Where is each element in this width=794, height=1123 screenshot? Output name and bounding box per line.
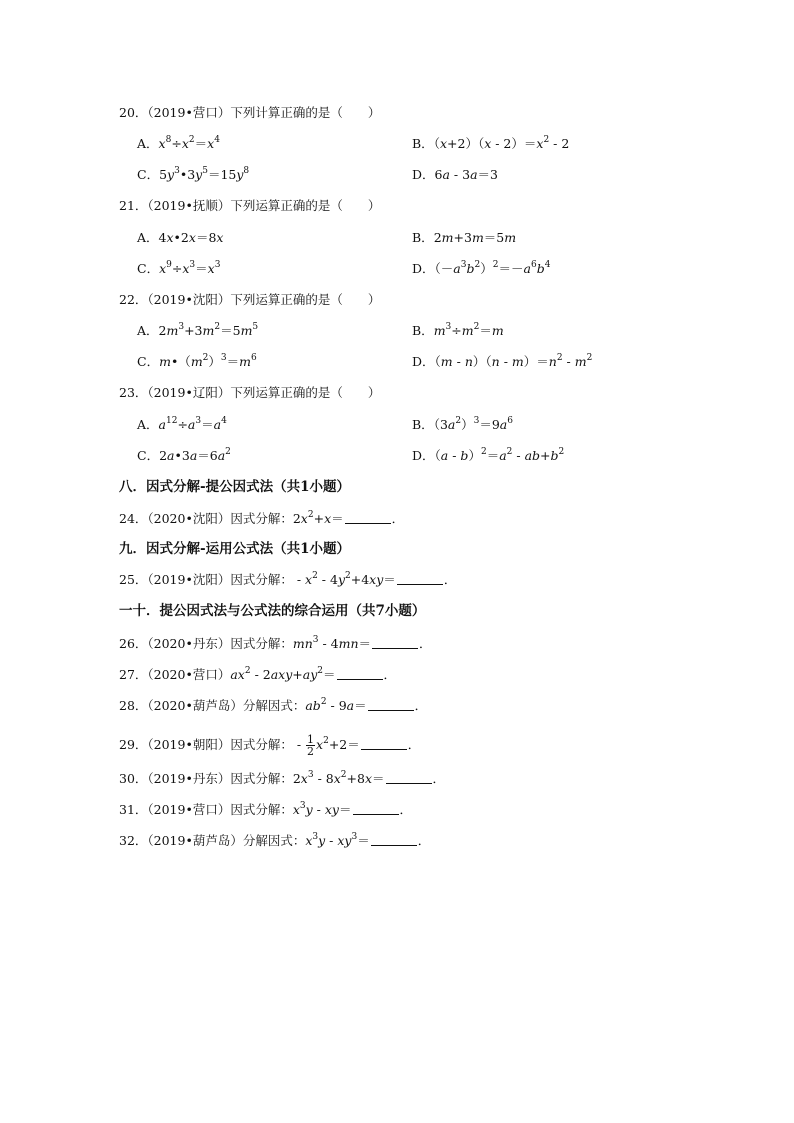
answer-blank[interactable] xyxy=(397,572,443,585)
answer-blank[interactable] xyxy=(353,802,399,815)
option-expression: $m^3\div m^2=m$ xyxy=(433,322,504,338)
question-28-prefix: 28．（2020•葫芦岛）分解因式： xyxy=(119,698,306,713)
question-30-prefix: 30．（2019•丹东）因式分解： xyxy=(119,771,293,786)
question-22-option-a[interactable] xyxy=(137,322,258,340)
option-label: B． xyxy=(412,136,434,151)
option-expression: $(m - n)(n - m)=n^2 - m^2$ xyxy=(434,353,593,369)
question-32-prefix: 32．（2019•葫芦岛）分解因式： xyxy=(119,833,306,848)
question-26-prefix: 26．（2020•丹东）因式分解： xyxy=(119,636,293,651)
answer-blank[interactable] xyxy=(386,771,432,784)
option-label: D． xyxy=(412,261,435,276)
question-28-expression: $ab^2 - 9a=$ xyxy=(305,697,367,713)
question-20-option-d[interactable] xyxy=(412,166,498,184)
option-label: D． xyxy=(412,354,435,369)
question-23-option-b[interactable] xyxy=(412,416,513,434)
option-label: D． xyxy=(412,167,435,182)
option-expression: $x^8\div x^2=x^4$ xyxy=(158,135,220,151)
option-expression: $2m^3+3m^2=5m^5$ xyxy=(158,322,259,338)
period: ． xyxy=(443,572,457,587)
question-21-option-c[interactable] xyxy=(137,260,220,278)
option-expression: 6a - 3a＝3 xyxy=(434,167,498,182)
answer-blank[interactable] xyxy=(371,833,417,846)
question-21-option-b[interactable] xyxy=(412,229,516,247)
answer-blank[interactable] xyxy=(372,636,418,649)
section-heading-10: 一十．提公因式法与公式法的综合运用（共7小题） xyxy=(119,603,426,619)
question-32-expression: $x^3y - xy^3=$ xyxy=(305,832,370,848)
question-29-expression: - $\frac{1}{2}$ $x^2+2=$ xyxy=(292,733,360,758)
question-26-expression: $mn^3 - 4mn=$ xyxy=(292,635,372,651)
question-23-option-c[interactable] xyxy=(137,447,231,465)
question-23-stem: 23．（2019•辽阳）下列运算正确的是（ ） xyxy=(119,385,381,400)
period: ． xyxy=(414,698,428,713)
option-label: A． xyxy=(137,417,159,432)
option-label: C． xyxy=(137,448,160,463)
question-24 xyxy=(119,510,404,528)
option-expression: $x^9\div x^3=x^3$ xyxy=(159,260,221,276)
option-expression: $a^{12}\div a^3=a^4$ xyxy=(158,416,227,432)
question-23-option-a[interactable] xyxy=(137,416,227,434)
option-label: D． xyxy=(412,448,435,463)
question-31-prefix: 31．（2019•营口）因式分解： xyxy=(119,802,293,817)
question-31-expression: $x^3y - xy=$ xyxy=(292,801,352,817)
question-28 xyxy=(119,697,427,715)
option-expression: $(3a^2)^3=9a^6$ xyxy=(433,416,513,432)
question-24-prefix: 24．（2020•沈阳）因式分解： xyxy=(119,511,293,526)
question-21-stem: 21．（2019•抚顺）下列运算正确的是（ ） xyxy=(119,198,381,213)
period: ． xyxy=(432,771,446,786)
question-23-option-d[interactable] xyxy=(412,447,564,465)
question-27-expression: $ax^2 - 2axy+ay^2=$ xyxy=(230,666,336,682)
question-25-prefix: 25．（2019•沈阳）因式分解： xyxy=(119,572,293,587)
option-expression: 4x•2x＝8x xyxy=(158,230,224,245)
option-expression: $2a•3a=6a^2$ xyxy=(159,447,231,463)
option-label: C． xyxy=(137,354,160,369)
option-expression: $5y^3•3y^5=15y^8$ xyxy=(159,166,250,182)
period: ． xyxy=(419,636,432,651)
question-31 xyxy=(119,801,412,819)
question-25 xyxy=(119,571,456,589)
question-25-expression: - $x^2 - 4y^2+4xy=$ xyxy=(292,571,396,587)
question-32 xyxy=(119,832,430,850)
section-heading-9: 九．因式分解-运用公式法（共1小题） xyxy=(119,541,350,557)
option-label: C． xyxy=(137,261,160,276)
option-label: A． xyxy=(137,323,159,338)
question-20-option-c[interactable] xyxy=(137,166,249,184)
period: ． xyxy=(417,833,431,848)
question-22-option-c[interactable] xyxy=(137,353,257,371)
option-label: B． xyxy=(412,417,434,432)
period: ． xyxy=(383,667,397,682)
option-expression: $(x+2)(x - 2)=x^2 - 2$ xyxy=(433,135,570,151)
period: ． xyxy=(407,737,421,752)
period: ． xyxy=(399,802,413,817)
question-22-option-b[interactable] xyxy=(412,322,504,340)
answer-blank[interactable] xyxy=(368,698,414,711)
question-30 xyxy=(119,770,445,788)
question-21-option-d[interactable] xyxy=(412,260,550,278)
option-label: A． xyxy=(137,136,159,151)
question-29-prefix: 29．（2019•朝阳）因式分解： xyxy=(119,737,293,752)
option-expression: $(-a^3b^2)^2=-a^6b^4$ xyxy=(434,260,551,276)
option-expression: $(a - b)^2=a^2 - ab+b^2$ xyxy=(434,447,565,463)
answer-blank[interactable] xyxy=(337,667,383,680)
question-22-stem: 22．（2019•沈阳）下列运算正确的是（ ） xyxy=(119,292,381,307)
period: ． xyxy=(391,511,405,526)
option-label: B． xyxy=(412,230,434,245)
question-20-stem: 20．（2019•营口）下列计算正确的是（ ） xyxy=(119,105,381,120)
section-heading-8: 八．因式分解-提公因式法（共1小题） xyxy=(119,479,350,495)
question-30-expression: $2x^3 - 8x^2+8x=$ xyxy=(292,770,385,786)
question-27-prefix: 27．（2020•营口） xyxy=(119,667,231,682)
answer-blank[interactable] xyxy=(361,737,407,750)
question-26 xyxy=(119,635,432,653)
option-label: A． xyxy=(137,230,159,245)
option-label: C． xyxy=(137,167,160,182)
question-21-option-a[interactable] xyxy=(137,229,223,247)
fraction-one-half: $\frac{1}{2}$ xyxy=(307,733,315,758)
question-22-option-d[interactable] xyxy=(412,353,592,371)
question-24-expression: $2x^2+x=$ xyxy=(292,510,344,526)
answer-blank[interactable] xyxy=(345,511,391,524)
option-label: B． xyxy=(412,323,434,338)
question-20-option-b[interactable] xyxy=(412,135,569,153)
question-27 xyxy=(119,666,396,684)
question-20-option-a[interactable] xyxy=(137,135,220,153)
option-expression: 2m+3m＝5m xyxy=(433,230,517,245)
option-expression: $m•(m^2)^3=m^6$ xyxy=(159,353,257,369)
question-29 xyxy=(119,734,420,757)
